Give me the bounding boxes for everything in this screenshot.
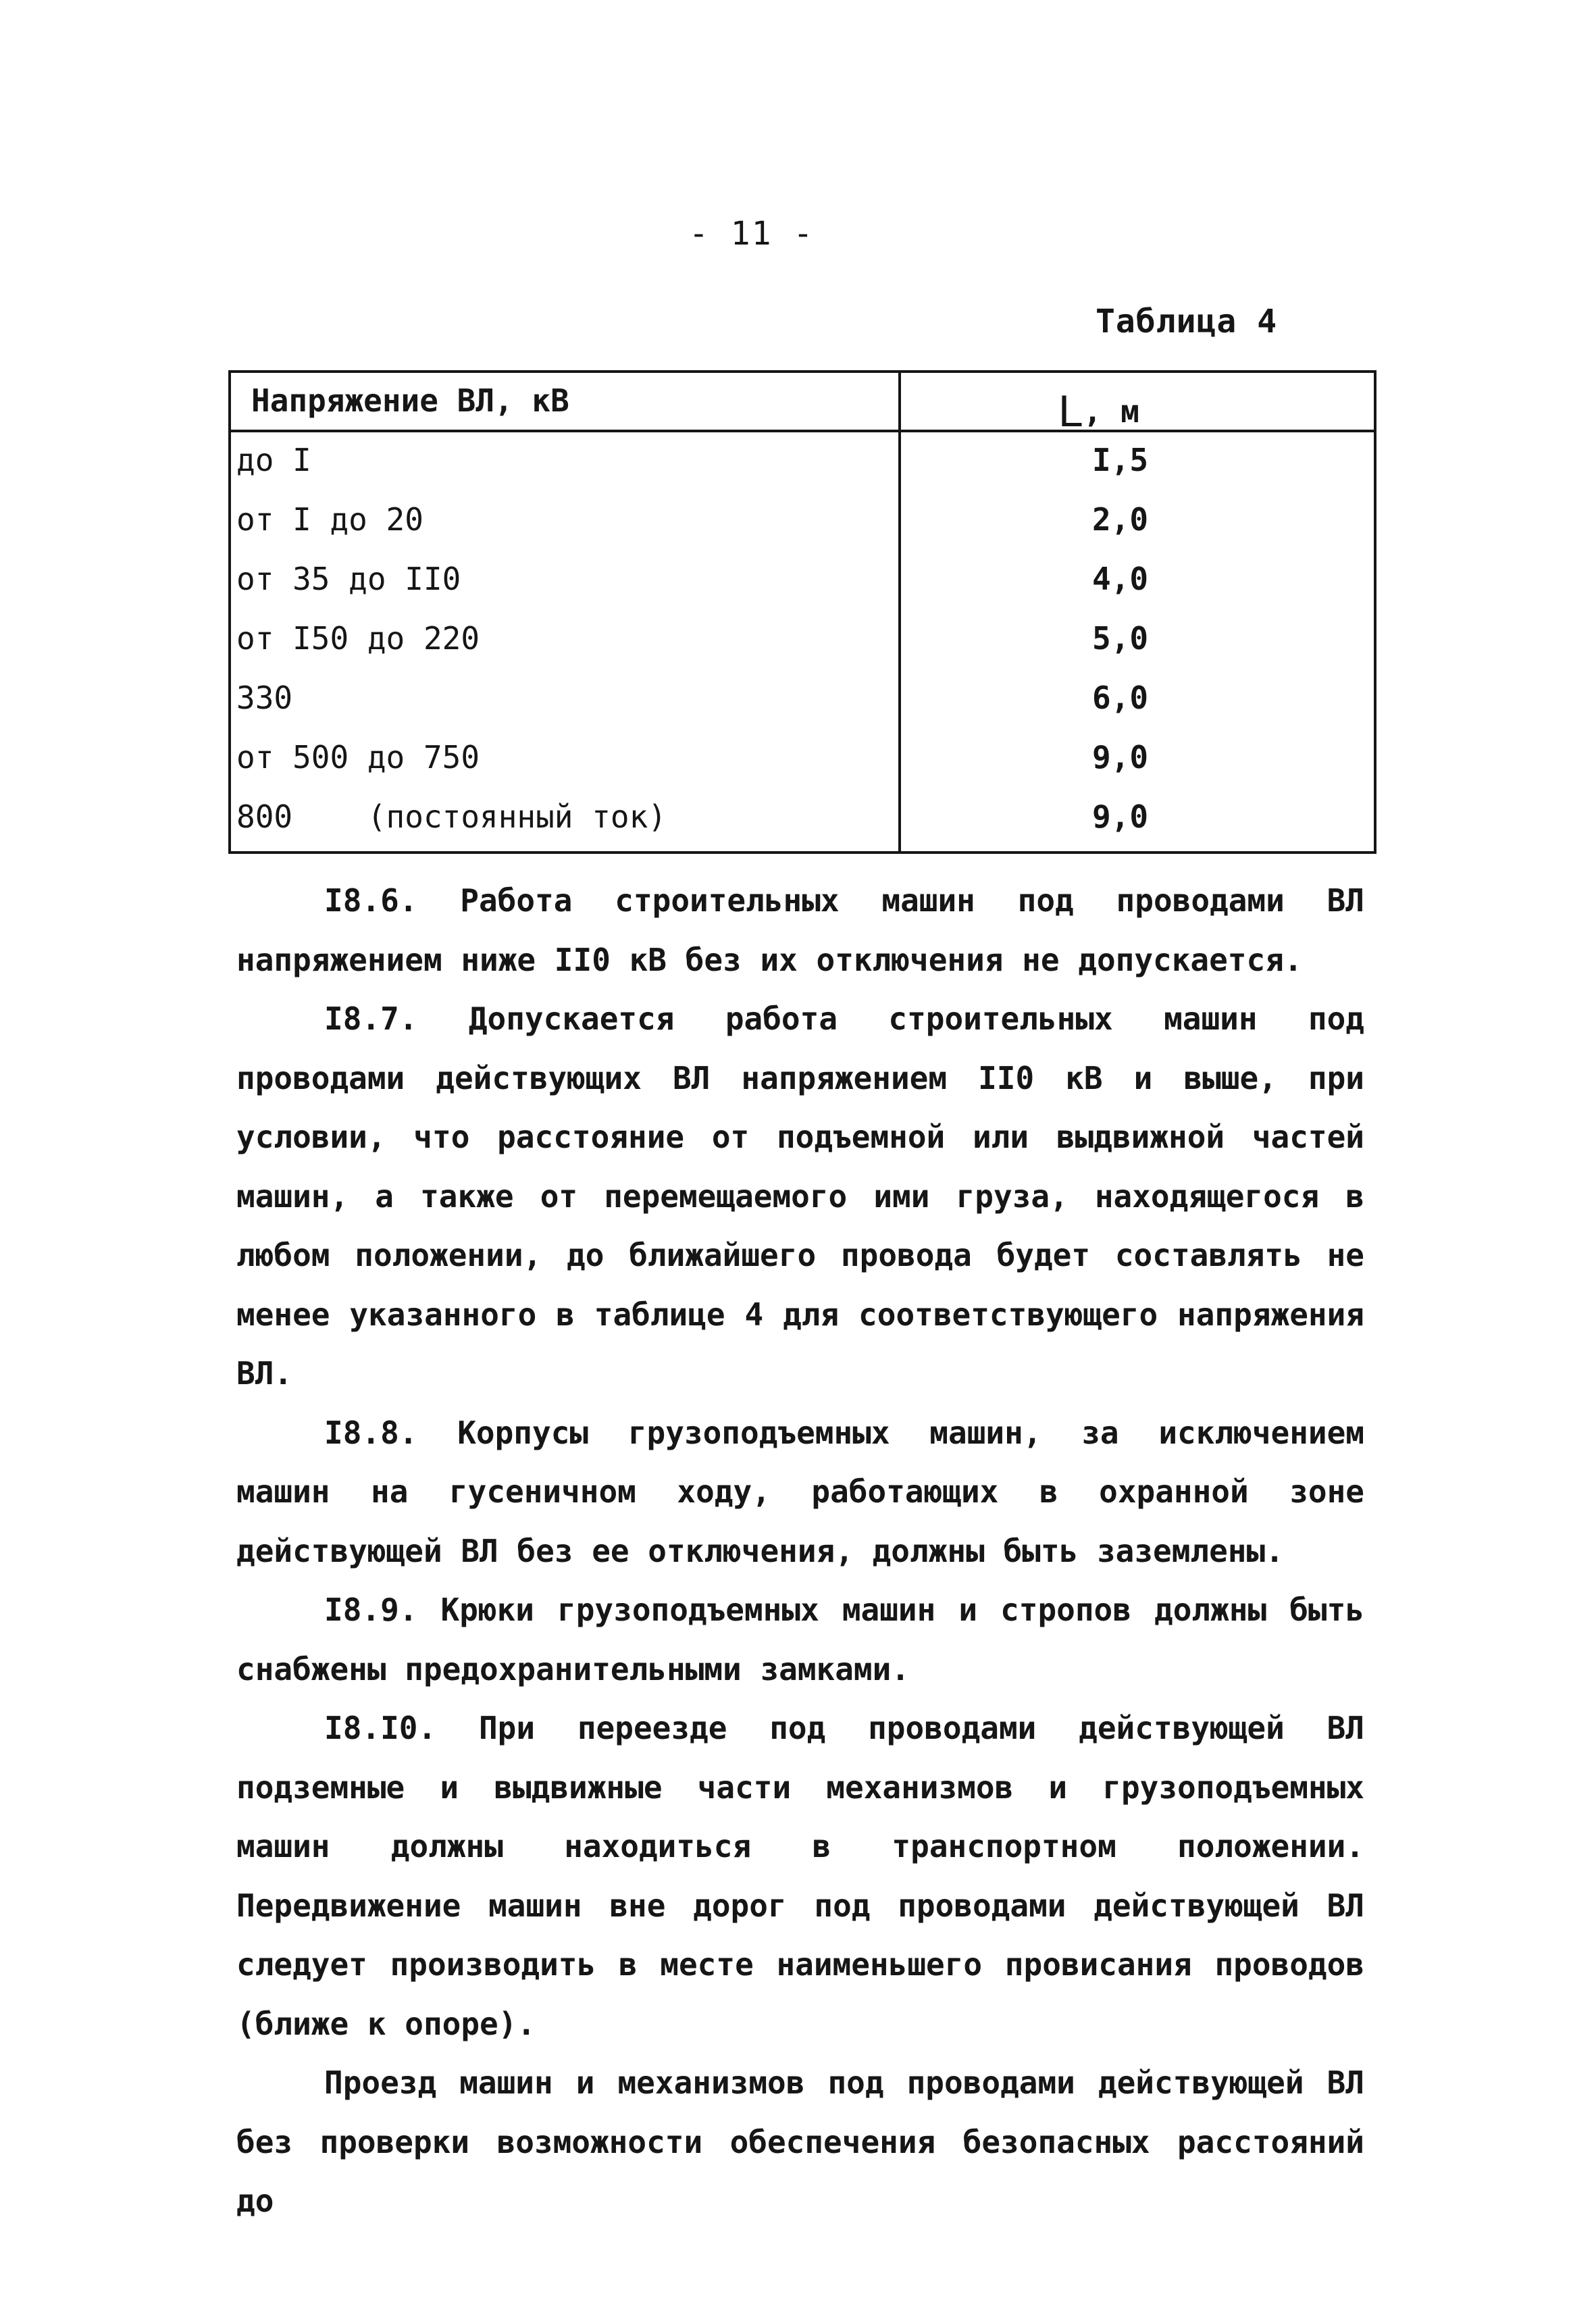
cell-voltage: 330 [236, 680, 293, 716]
cell-voltage: от 35 до II0 [236, 561, 461, 597]
table-row [231, 611, 1374, 670]
header-voltage: Напряжение ВЛ, кВ [251, 382, 569, 419]
header-distance [1058, 385, 1139, 436]
paragraph-passage: Проезд машин и механизмов под проводами действующей ВЛ без проверки возможности обеспечения безопасных расстояний до [236, 2064, 1364, 2219]
paragraph-18-10: I8.I0. При переезде под проводами действующей ВЛ подземные и выдвижные части механизмов и грузоподъемных машин должны находиться в транспортном положении. Передвижение машин вне дорог под проводами действующей ВЛ следует производить в месте наименьшего провисания проводов (ближе к опоре). [236, 1710, 1364, 2042]
voltage-distance-table [228, 370, 1376, 854]
cell-distance: 9,0 [1092, 739, 1149, 776]
cell-distance: 4,0 [1092, 561, 1149, 597]
table-header [231, 373, 1374, 436]
page-number: - 11 - [689, 215, 815, 253]
cell-voltage: от 500 до 750 [236, 739, 480, 776]
cell-distance: I,5 [1092, 442, 1149, 478]
table-row [231, 730, 1374, 789]
distance-symbol: L [1058, 386, 1083, 436]
paragraph-18-7: I8.7. Допускается работа строительных машин под проводами действующих ВЛ напряжением II0 кВ и выше, при условии, что расстояние от подъемной или выдвижной частей машин, а также от перемещаемого ими груза, находящегося в любом положении, до ближайшего провода будет составлять не менее указанного в таблице 4 для соответствующего напряжения ВЛ. [236, 1000, 1364, 1392]
cell-distance: 6,0 [1092, 680, 1149, 716]
paragraph-18-6: I8.6. Работа строительных машин под проводами ВЛ напряжением ниже II0 кВ без их отключения не допускается. [236, 882, 1364, 978]
table-row [231, 492, 1374, 551]
table-caption: Таблица 4 [1096, 303, 1278, 340]
cell-voltage: от I50 до 220 [236, 620, 480, 657]
cell-voltage: до I [236, 442, 311, 478]
table-row [231, 789, 1374, 848]
cell-voltage: от I до 20 [236, 501, 423, 538]
paragraph-18-9: I8.9. Крюки грузоподъемных машин и стропов должны быть снабжены предохранительными замками. [236, 1592, 1364, 1687]
cell-distance: 2,0 [1092, 501, 1149, 538]
cell-distance: 9,0 [1092, 798, 1149, 835]
table-row [231, 432, 1374, 492]
body-text [236, 871, 1364, 2231]
cell-voltage: 800 (постоянный ток) [236, 798, 667, 835]
cell-distance: 5,0 [1092, 620, 1149, 657]
paragraph-18-8: I8.8. Корпусы грузоподъемных машин, за исключением машин на гусеничном ходу, работающих в охранной зоне действующей ВЛ без ее отключения, должны быть заземлены. [236, 1414, 1364, 1569]
table-row [231, 551, 1374, 611]
distance-unit: , м [1083, 393, 1139, 430]
table-row [231, 670, 1374, 730]
